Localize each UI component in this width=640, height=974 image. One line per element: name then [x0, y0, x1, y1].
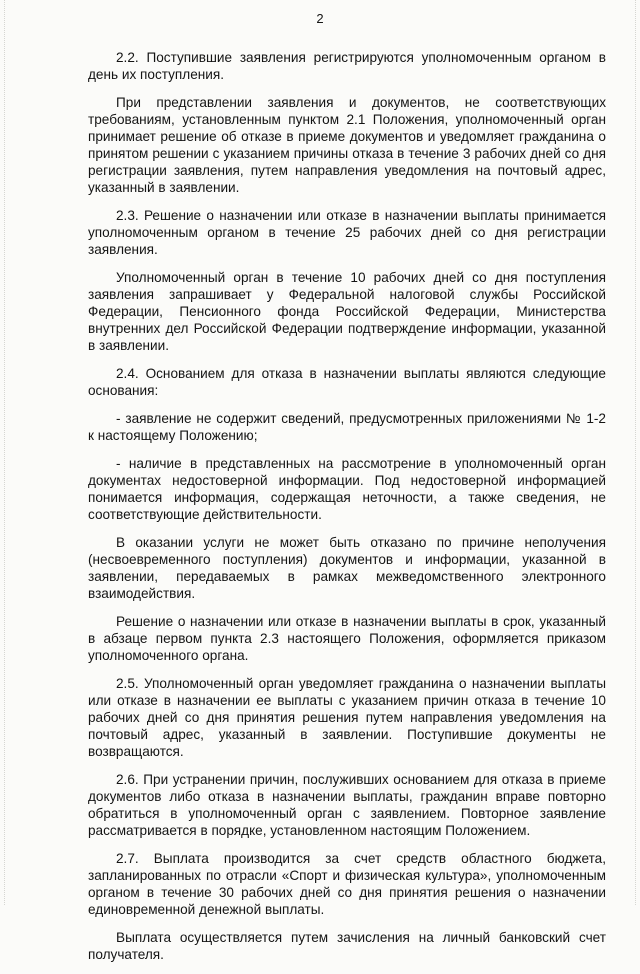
list-item-missing-info: - заявление не содержит сведений, предусмотренных приложениями № 1-2 к настоящему Положению; — [88, 411, 606, 443]
paragraph-2-5: 2.5. Уполномоченный орган уведомляет гражданина о назначении выплаты или отказе в назначении ее выплаты с указанием причин отказа в течение 10 рабочих дней со дня принятия решения путем направления уведомления на почтовый адрес, указанный в заявлении. Поступившие документы не возвращаются. — [88, 676, 606, 759]
paragraph-decision-order: Решение о назначении или отказе в назначении выплаты в срок, указанный в абзаце первом пункта 2.3 настоящего Положения, оформляется приказом уполномоченного органа. — [88, 614, 606, 663]
paragraph-payment-method: Выплата осуществляется путем зачисления на личный банковский счет получателя. — [88, 930, 606, 962]
paragraph-no-refusal: В оказании услуги не может быть отказано по причине неполучения (несвоевременного поступления) документов и информации, указанной в заявлении, передаваемых в рамках межведомственного электронного взаимодействия. — [88, 535, 606, 601]
paragraph-2-7: 2.7. Выплата производится за счет средств областного бюджета, запланированных по отрасли «Спорт и физическая культура», уполномоченным органом в течение 30 рабочих дней со дня принятия решения о назначении единовременной денежной выплаты. — [88, 851, 606, 917]
paragraph-interagency-request: Уполномоченный орган в течение 10 рабочих дней со дня поступления заявления запрашивает у Федеральной налоговой службы Российской Федерации, Пенсионного фонда Российской Федерации, Министерства внутренних дел Российской Федерации подтверждение информации, указанной в заявлении. — [88, 270, 606, 353]
paragraph-refusal-documents: При представлении заявления и документов, не соответствующих требованиям, установленным пунктом 2.1 Положения, уполномоченный орган принимает решение об отказе в приеме документов и уведомляет гражданина о принятом решении с указанием причины отказа в течение 3 рабочих дней со дня регистрации заявления, путем направления уведомления на почтовый адрес, указанный в заявлении. — [88, 95, 606, 195]
paragraph-2-4: 2.4. Основанием для отказа в назначении выплаты являются следующие основания: — [88, 366, 606, 398]
document-body — [88, 49, 606, 974]
scan-edge-right — [635, 0, 636, 905]
page-number: 2 — [316, 11, 324, 26]
list-item-false-info: - наличие в представленных на рассмотрение в уполномоченный орган документах недостоверной информации. Под недостоверной информацией понимается информация, содержащая неточности, а также сведения, не соответствующие действительности. — [88, 456, 606, 522]
paragraph-2-3: 2.3. Решение о назначении или отказе в назначении выплаты принимается уполномоченным органом в течение 25 рабочих дней со дня регистрации заявления. — [88, 208, 606, 257]
paragraph-2-2: 2.2. Поступившие заявления регистрируются уполномоченным органом в день их поступления. — [88, 50, 606, 82]
scan-edge-left — [4, 0, 5, 905]
paragraph-2-6: 2.6. При устранении причин, послуживших основанием для отказа в приеме документов либо отказа в назначении выплаты, гражданин вправе повторно обратиться в уполномоченный орган с заявлением. Повторное заявление рассматривается в порядке, установленном настоящим Положением. — [88, 772, 606, 838]
